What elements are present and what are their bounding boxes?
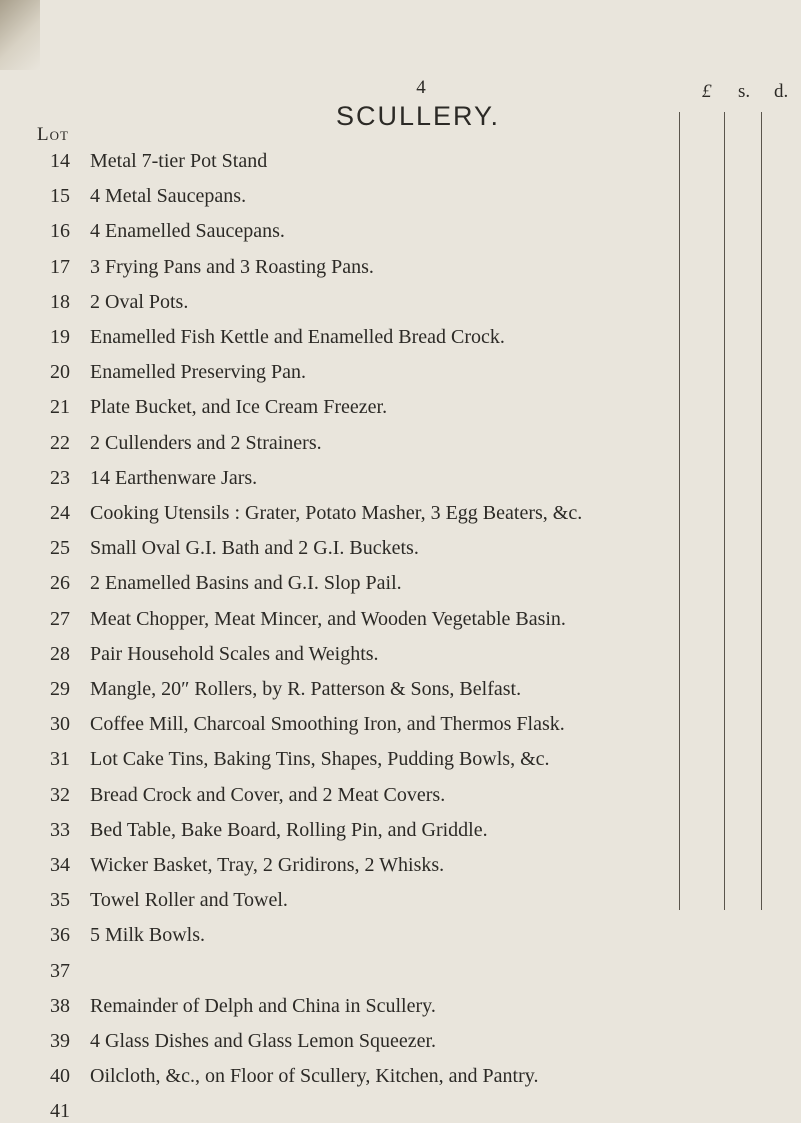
lot-number: 25 — [50, 537, 70, 559]
lot-number: 22 — [50, 432, 70, 454]
lot-number: 39 — [50, 1030, 70, 1052]
lot-description: 2 Oval Pots. — [90, 291, 189, 313]
lot-description: Small Oval G.I. Bath and 2 G.I. Buckets. — [90, 537, 419, 559]
lot-description: Lot Cake Tins, Baking Tins, Shapes, Pudding Bowls, &c. — [90, 748, 550, 770]
lot-description: Pair Household Scales and Weights. — [90, 643, 379, 665]
pence-column-header: d. — [774, 81, 789, 102]
lot-description: 4 Enamelled Saucepans. — [90, 220, 285, 242]
lot-description: Bread Crock and Cover, and 2 Meat Covers. — [90, 784, 446, 806]
lot-description: Oilcloth, &c., on Floor of Scullery, Kitchen, and Pantry. — [90, 1065, 539, 1087]
lot-number: 20 — [50, 361, 70, 383]
lot-description: Metal 7-tier Pot Stand — [90, 150, 268, 172]
lot-number: 27 — [50, 608, 70, 630]
lot-description: Towel Roller and Towel. — [90, 889, 288, 911]
section-title: SCULLERY. — [335, 101, 501, 131]
lot-number: 24 — [50, 502, 70, 524]
lot-number: 40 — [50, 1065, 70, 1087]
lot-number: 30 — [50, 713, 70, 735]
lot-description: 2 Enamelled Basins and G.I. Slop Pail. — [90, 572, 402, 594]
lot-number: 37 — [50, 960, 70, 982]
lot-description: 2 Cullenders and 2 Strainers. — [90, 432, 322, 454]
page-number: 4 — [416, 77, 426, 98]
pounds-column-header: £ — [702, 81, 712, 102]
lot-column-header: Lot — [37, 124, 69, 145]
lot-number: 35 — [50, 889, 70, 911]
lot-number: 31 — [50, 748, 70, 770]
lot-number: 16 — [50, 220, 70, 242]
lot-number: 41 — [50, 1100, 70, 1122]
lot-number: 18 — [50, 291, 70, 313]
lot-number: 21 — [50, 396, 70, 418]
lot-number: 33 — [50, 819, 70, 841]
lot-number: 34 — [50, 854, 70, 876]
lot-description: Enamelled Fish Kettle and Enamelled Bread Crock. — [90, 326, 505, 348]
page-corner-shadow — [0, 0, 40, 70]
lot-number: 19 — [50, 326, 70, 348]
lot-description: Enamelled Preserving Pan. — [90, 361, 307, 383]
column-rule-right — [761, 112, 762, 910]
lot-description: Wicker Basket, Tray, 2 Gridirons, 2 Whisks. — [90, 854, 445, 876]
lot-number: 14 — [50, 150, 70, 172]
lot-number: 38 — [50, 995, 70, 1017]
lot-description: Meat Chopper, Meat Mincer, and Wooden Vegetable Basin. — [90, 608, 566, 630]
lot-number: 26 — [50, 572, 70, 594]
lot-number: 15 — [50, 185, 70, 207]
column-rule-middle — [724, 112, 725, 910]
lot-number: 28 — [50, 643, 70, 665]
lot-number: 23 — [50, 467, 70, 489]
lot-number: 17 — [50, 256, 70, 278]
lot-description: 3 Frying Pans and 3 Roasting Pans. — [90, 256, 374, 278]
lot-description: 14 Earthenware Jars. — [90, 467, 258, 489]
lot-description: 4 Glass Dishes and Glass Lemon Squeezer. — [90, 1030, 437, 1052]
lot-description: Bed Table, Bake Board, Rolling Pin, and Griddle. — [90, 819, 488, 841]
lot-description: Remainder of Delph and China in Scullery. — [90, 995, 436, 1017]
lot-number: 32 — [50, 784, 70, 806]
lot-description: Plate Bucket, and Ice Cream Freezer. — [90, 396, 388, 418]
lot-description: Cooking Utensils : Grater, Potato Masher, 3 Egg Beaters, &c. — [90, 502, 583, 524]
lot-description: 5 Milk Bowls. — [90, 924, 206, 946]
lot-description: Coffee Mill, Charcoal Smoothing Iron, and Thermos Flask. — [90, 713, 565, 735]
lot-description: Mangle, 20″ Rollers, by R. Patterson & Sons, Belfast. — [90, 678, 522, 700]
lot-description: 4 Metal Saucepans. — [90, 185, 247, 207]
lot-number: 36 — [50, 924, 70, 946]
shillings-column-header: s. — [738, 81, 751, 102]
lot-number: 29 — [50, 678, 70, 700]
